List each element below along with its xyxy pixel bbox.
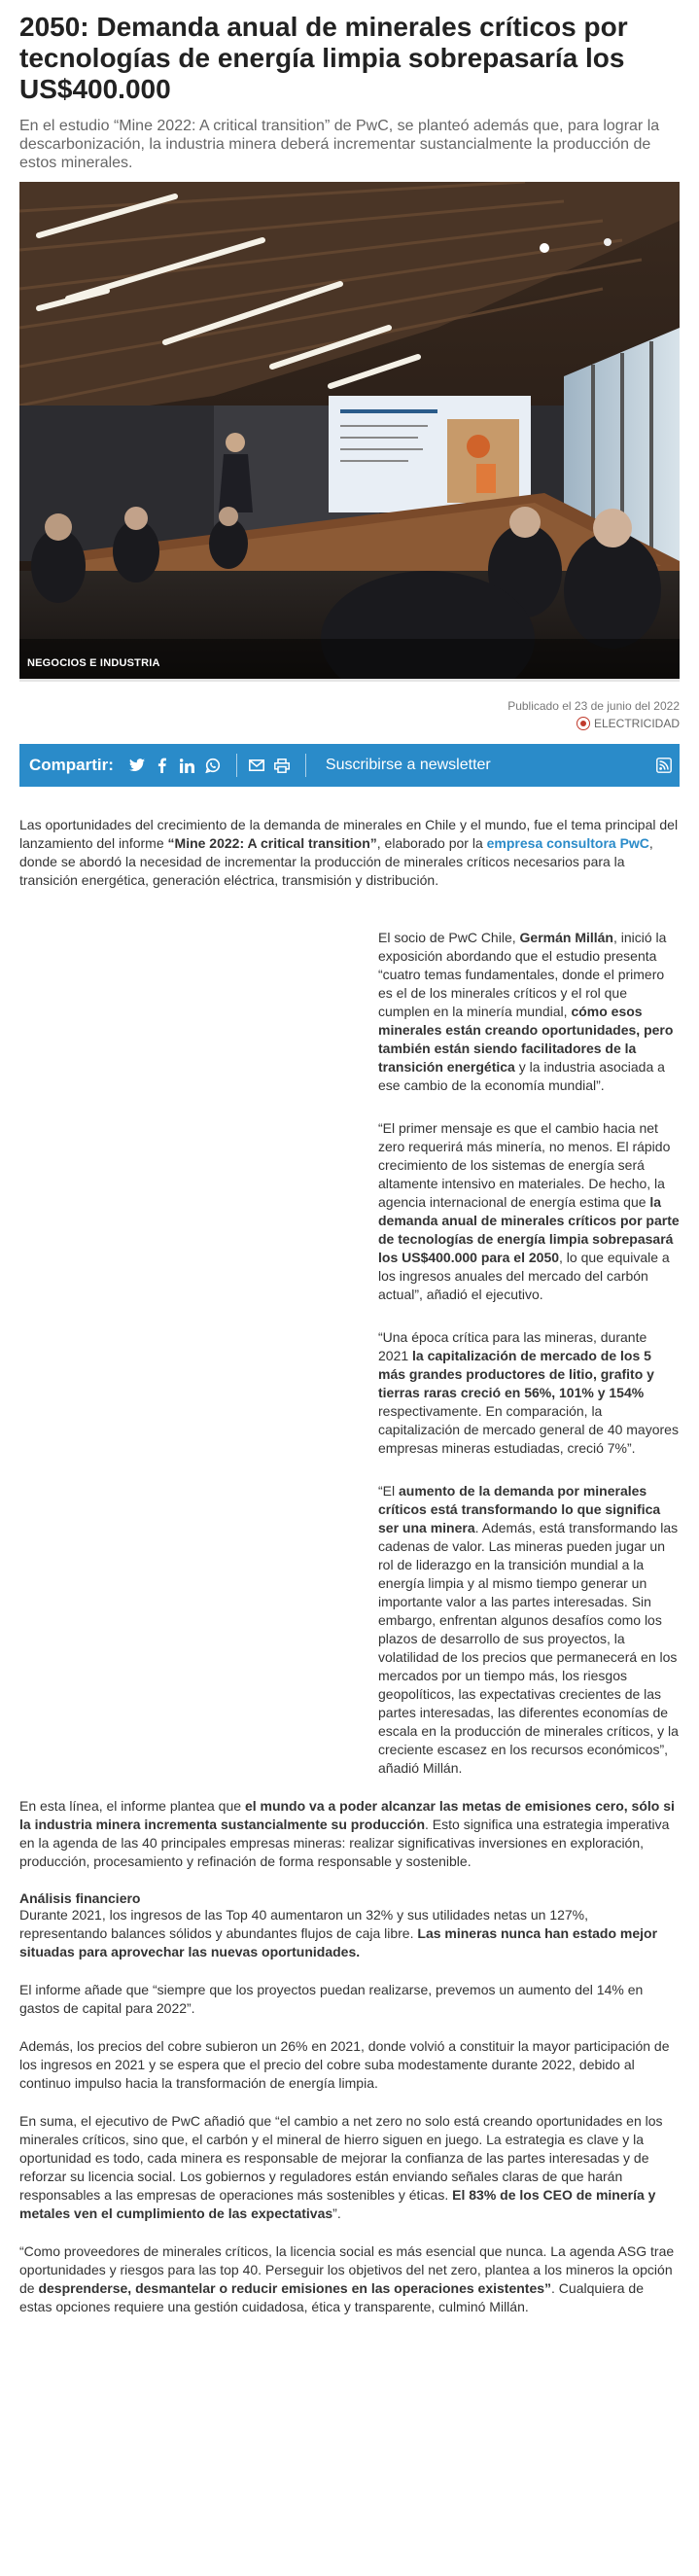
category-icon	[577, 717, 590, 730]
share-divider	[305, 754, 306, 777]
paragraph-capex: El informe añade que “siempre que los proyectos puedan realizarse, prevemos un aumento del 14% en gastos de capital para 2022”.	[19, 1982, 644, 2016]
publish-date: Publicado el 23 de junio del 2022	[507, 699, 680, 713]
article-body-continued	[19, 1797, 680, 2316]
print-icon[interactable]	[272, 756, 292, 775]
paragraph-intro: Las oportunidades del crecimiento de la demanda de minerales en Chile y el mundo, fue el tema principal del lanzamiento del informe “Mine 2022: A critical transition”, elaborado por la empresa consultora PwC, donde se abordó la necesidad de incrementar la producción de minerales críticos necesarios para la transición energética, generación eléctrica, transmisión y distribución.	[19, 817, 679, 888]
conference-room-image	[19, 182, 680, 682]
paragraph-financial: Durante 2021, los ingresos de las Top 40 aumentaron un 32% y sus utilidades netas un 127%, representando balances sólidos y abundantes flujos de caja libre. Las mineras nunca han estado mejor situadas para aprovechar las nuevas oportunidades.	[19, 1907, 658, 1959]
paragraph-net-zero-goal: En esta línea, el informe plantea que el mundo va a poder alcanzar las metas de emisiones cero, sólo si la industria minera incrementa sustancialmente su producción. Esto significa una estrategia imperativa en la agenda de las 40 principales empresas mineras: realizar significativas inversiones en exploración, producción, procesamiento y refinación de forma responsable y sostenible.	[19, 1798, 675, 1869]
whatsapp-icon[interactable]	[203, 756, 223, 775]
newsletter-subscribe-link[interactable]: Suscribirse a newsletter	[325, 757, 491, 773]
share-label: Compartir:	[29, 756, 114, 774]
paragraph-millan-intro: El socio de PwC Chile, Germán Millán, inició la exposición abordando que el estudio presenta “cuatro temas fundamentales, donde el primero es el de los minerales críticos y el rol que cumplen en la minería mundial, cómo esos minerales están creando oportunidades, pero también están siendo facilitadores de la transición energética y la industria asociada a ese cambio de la economía mundial”.	[378, 930, 674, 1093]
share-divider	[236, 754, 237, 777]
email-icon[interactable]	[247, 756, 266, 775]
paragraph-copper: Además, los precios del cobre subieron un 26% en 2021, donde volvió a constituir la mayor participación de los ingresos en 2021 y se espera que el precio del cobre suba modestamente durante 2022, debido al continuo impulso hacia la transformación de energía limpia.	[19, 2038, 670, 2091]
facebook-icon[interactable]	[153, 756, 172, 775]
paragraph-closing: “Como proveedores de minerales críticos, la licencia social es más esencial que nunca. La agenda ASG trae oportunidades y riesgos para las top 40. Perseguir los objetivos del net zero, plantea a los mineros la opción de desprenderse, desmantelar o reducir emisiones en las operaciones existentes”. Cualquiera de estas opciones requiere una gestión cuidadosa, ética y transparente, culminó Millán.	[19, 2243, 675, 2314]
quote-column	[378, 929, 680, 1778]
image-section-tag: NEGOCIOS E INDUSTRIA	[27, 657, 160, 669]
twitter-icon[interactable]	[127, 756, 147, 775]
hero-photo	[19, 182, 680, 682]
category-label: ELECTRICIDAD	[593, 717, 680, 730]
article-meta	[19, 697, 680, 732]
article-title: 2050: Demanda anual de minerales críticos por tecnologías de energía limpia sobrepasaría los US$400.000	[19, 12, 628, 104]
rss-icon[interactable]	[656, 758, 672, 773]
section-heading: Análisis financiero	[19, 1890, 141, 1906]
linkedin-icon[interactable]	[178, 756, 197, 775]
paragraph-demand-increase: “El aumento de la demanda por minerales críticos está transformando lo que significa ser una minera. Además, está transformando las cadenas de valor. Las mineras pueden jugar un rol de liderazgo en la transición mundial a la energía limpia y al mismo tiempo generar un importante valor a las partes interesadas. Sin embargo, enfrentan algunos desafíos como los plazos de desarrollo de sus proyectos, la volatilidad de los precios que permanecerá en los mercados por un tiempo más, los riesgos geopolíticos, las expectativas crecientes de las partes interesadas, las diferentes economías de escala en la producción de minerales críticos, y la creciente escasez en los recursos económicos”, añadió Millán.	[378, 1483, 679, 1776]
share-bar	[19, 744, 680, 787]
category-link[interactable]	[19, 715, 680, 732]
paragraph-first-message: “El primer mensaje es que el cambio hacia net zero requerirá más minería, no menos. El rápido crecimiento de los sistemas de energía será altamente intensivo en materiales. De hecho, la agencia internacional de energía estima que la demanda anual de minerales críticos por parte de tecnologías de energía limpia sobrepasará los US$400.000 para el 2050, lo que equivale a los ingresos anuales del mercado del carbón actual”, añadió el ejecutivo.	[378, 1120, 680, 1302]
paragraph-critical-era: “Una época crítica para las mineras, durante 2021 la capitalización de mercado de los 5 más grandes productores de litio, grafito y tierras raras creció en 56%, 101% y 154% respectivamente. En comparación, la capitalización de mercado general de 40 mayores empresas mineras estudiadas, creció 7%”.	[378, 1329, 679, 1456]
pwc-link[interactable]: empresa consultora PwC	[486, 835, 649, 851]
paragraph-summary: En suma, el ejecutivo de PwC añadió que “el cambio a net zero no solo está creando oportunidades en los minerales críticos, sino que, el carbón y el mineral de hierro siguen en juego. La estrategia es clave y la oportunidad es todo, cada minera es responsable de mejorar la confianza de las partes interesadas y de reforzar su licencia social. Los gobiernos y reguladores están enviando señales claras de que harán responsables a las empresas de operaciones más sostenibles y éticas. El 83% de los CEO de minería y metales ven el cumplimiento de las expectativas”.	[19, 2113, 663, 2221]
article-lede: En el estudio “Mine 2022: A critical transition” de PwC, se planteó además que, para lograr la descarbonización, la industria minera deberá incrementar sustancialmente la producción de estos minerales.	[19, 118, 660, 171]
